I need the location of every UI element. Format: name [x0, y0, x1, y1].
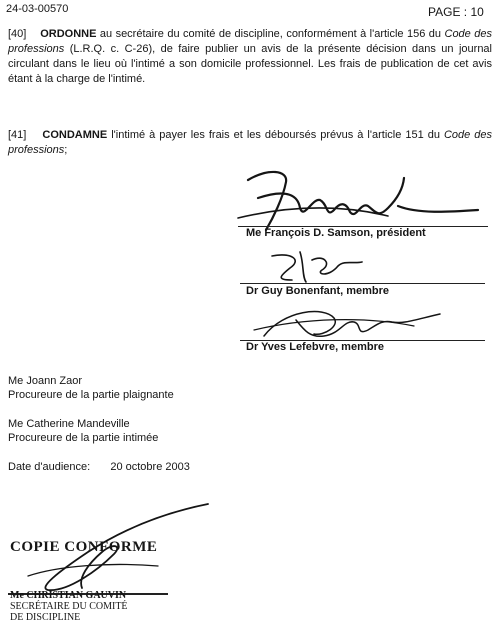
paragraph-41: [41] CONDAMNE l'intimé à payer les frais et les déboursés prévus à l'article 151 du Code des professions; — [8, 129, 492, 156]
counsel-plaignante — [8, 374, 174, 402]
signatory-name: Me François D. Samson, président — [246, 227, 426, 239]
copie-conforme-stamp: COPIE CONFORME — [10, 539, 158, 555]
hearing-date-row — [8, 460, 190, 474]
counsel-intimee — [8, 417, 158, 445]
counsel-name: Me Joann Zaor — [8, 375, 82, 387]
signer-title-line2: DE DISCIPLINE — [10, 612, 81, 623]
signatory-name: Dr Yves Lefebvre, membre — [246, 341, 384, 353]
counsel-name: Me Catherine Mandeville — [8, 418, 130, 430]
paragraph-number: [41] — [8, 129, 27, 141]
code-citation: Code des professions — [8, 28, 492, 55]
signer-title-line1: SECRÉTAIRE DU COMITÉ — [10, 601, 128, 612]
signer-name: Me CHRISTIAN GAUVIN — [10, 590, 127, 601]
case-number: 24-03-00570 — [6, 3, 69, 15]
paragraph-verb: ORDONNE — [40, 28, 97, 40]
certification-signer — [10, 590, 128, 623]
code-citation: Code des professions — [8, 129, 492, 156]
hearing-date-label: Date d'audience: — [8, 461, 91, 473]
page-number: PAGE : 10 — [428, 5, 484, 19]
counsel-role: Procureure de la partie intimée — [8, 432, 159, 444]
signature-line — [240, 283, 485, 284]
signatory-name: Dr Guy Bonenfant, membre — [246, 285, 390, 297]
signature-member1-image — [262, 246, 392, 286]
paragraph-verb: CONDAMNE — [42, 129, 108, 141]
paragraph-number: [40] — [8, 28, 27, 40]
hearing-date-value: 20 octobre 2003 — [110, 461, 190, 473]
counsel-role: Procureure de la partie plaignante — [8, 389, 174, 401]
paragraph-40: [40] ORDONNE au secrétaire du comité de discipline, conformément à l'article 156 du Code des professions (L.R.Q. c. C-26), de faire publier un avis de la présente décision dans un journal circulant dans le lieu où l'intimé a son domicile professionnel. Les frais de publication de cet avis étant à la charge de l'intimé. — [8, 28, 492, 85]
